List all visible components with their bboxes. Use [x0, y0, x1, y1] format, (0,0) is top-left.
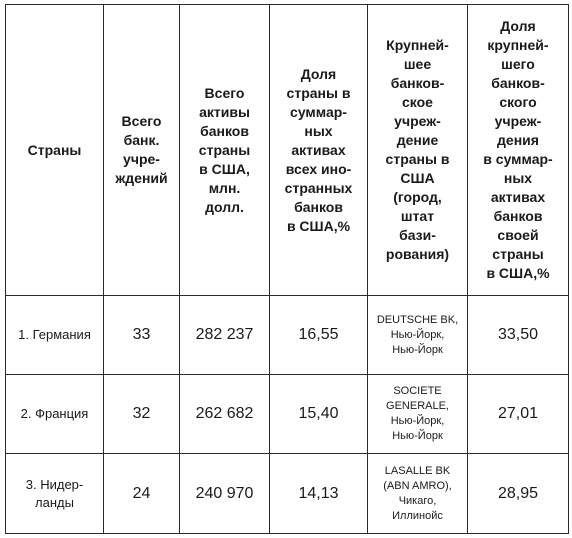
cell-largest-institution: DEUTSCHE BK, Нью-Йорк, Нью-Йорк	[368, 296, 468, 375]
header-total-institutions: Всего банк. учре- ждений	[104, 5, 180, 296]
header-countries: Страны	[6, 5, 104, 296]
table-row	[6, 454, 569, 534]
cell-share: 15,40	[270, 375, 368, 454]
cell-assets: 262 682	[180, 375, 270, 454]
header-country-share: Доля страны в суммар- ных активах всех ино- странных банков в США,%	[270, 5, 368, 296]
cell-largest-share: 28,95	[468, 454, 569, 534]
cell-country: 2. Франция	[6, 375, 104, 454]
table-row	[6, 296, 569, 375]
cell-share: 16,55	[270, 296, 368, 375]
cell-share: 14,13	[270, 454, 368, 534]
cell-largest-institution: SOCIETE GENERALE, Нью-Йорк, Нью-Йорк	[368, 375, 468, 454]
foreign-banks-table	[5, 4, 569, 534]
cell-assets: 282 237	[180, 296, 270, 375]
header-total-assets: Всего активы банков страны в США, млн. долл.	[180, 5, 270, 296]
cell-institutions: 32	[104, 375, 180, 454]
table-header-row	[6, 5, 569, 296]
table-row	[6, 375, 569, 454]
cell-institutions: 24	[104, 454, 180, 534]
cell-largest-share: 33,50	[468, 296, 569, 375]
cell-largest-share: 27,01	[468, 375, 569, 454]
header-largest-share: Доля крупней- шего банков- ского учреж- дения в суммар- ных активах банков своей страны в США,%	[468, 5, 569, 296]
cell-institutions: 33	[104, 296, 180, 375]
cell-country: 1. Германия	[6, 296, 104, 375]
cell-country: 3. Нидер- ланды	[6, 454, 104, 534]
cell-largest-institution: LASALLE BK (ABN AMRO), Чикаго, Иллинойс	[368, 454, 468, 534]
cell-assets: 240 970	[180, 454, 270, 534]
header-largest-institution: Крупней- шее банков- ское учреж- дение страны в США (город, штат бази- рования)	[368, 5, 468, 296]
